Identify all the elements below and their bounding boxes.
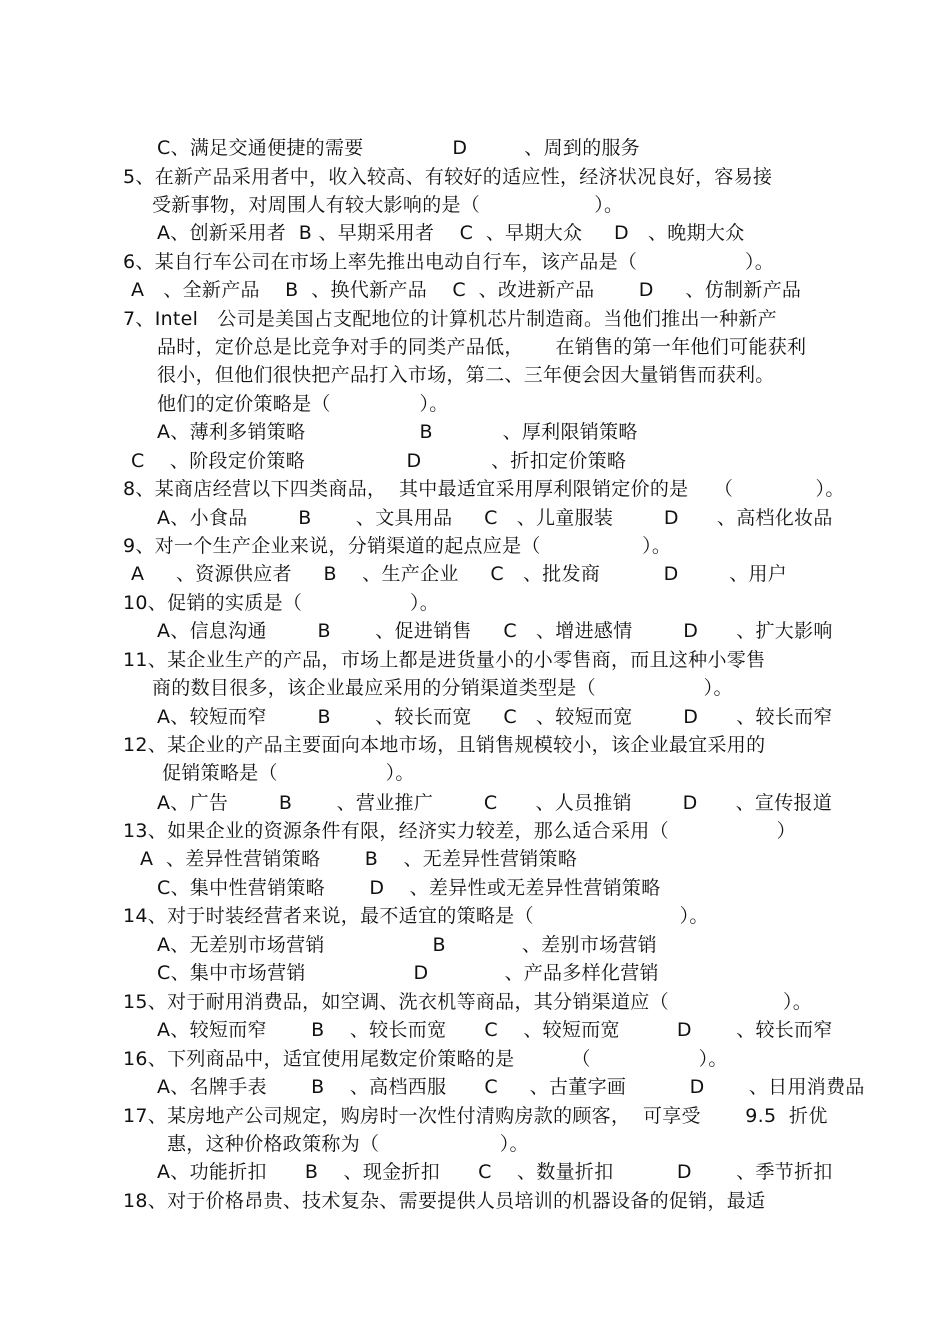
option-line-q4-cd: C、满足交通便捷的需要 D 、周到的服务: [157, 137, 641, 159]
options-q15: A、较短而窄 B 、较长而宽 C 、较短而宽 D 、较长而窄: [157, 1019, 833, 1041]
options-q14-cd: C、集中市场营销 D 、产品多样化营销: [157, 962, 659, 984]
options-q6: A 、全新产品 B 、换代新产品 C 、改进新产品 D 、仿制新产品: [131, 279, 802, 301]
question-12-line-1: 12、某企业的产品主要面向本地市场，且销售规模较小，该企业最宜采用的: [123, 734, 766, 756]
options-q8: A、小食品 B 、文具用品 C 、儿童服装 D 、高档化妆品: [157, 507, 833, 529]
question-7-line-4: 他们的定价策略是（ ）。: [157, 393, 449, 415]
question-15: 15、对于耐用消费品，如空调、洗衣机等商品，其分销渠道应（ ）。: [123, 991, 813, 1013]
options-q12: A、广告 B 、营业推广 C 、人员推销 D 、宣传报道: [157, 792, 833, 814]
options-q13-cd: C、集中性营销策略 D 、差异性或无差异性营销策略: [157, 877, 661, 899]
question-13: 13、如果企业的资源条件有限，经济实力较差，那么适合采用（ ）: [123, 820, 796, 842]
question-8: 8、某商店经营以下四类商品， 其中最适宜采用厚利限销定价的是 （ ）。: [123, 478, 845, 500]
question-5-line-2: 受新事物，对周围人有较大影响的是（ ）。: [152, 194, 624, 216]
question-18-line-1: 18、对于价格昂贵、技术复杂、需要提供人员培训的机器设备的促销，最适: [123, 1190, 766, 1212]
options-q10: A、信息沟通 B 、促进销售 C 、增进感情 D 、扩大影响: [157, 620, 833, 642]
question-10: 10、促销的实质是（ ）。: [123, 592, 440, 614]
question-12-line-2: 促销策略是（ ）。: [162, 762, 415, 784]
options-q13-ab: A 、差异性营销策略 B 、无差异性营销策略: [140, 848, 578, 870]
question-9: 9、对一个生产企业来说，分销渠道的起点应是（ ）。: [123, 535, 672, 557]
question-7-line-2: 品时，定价总是比竞争对手的同类产品低， 在销售的第一年他们可能获利: [157, 336, 807, 358]
question-6: 6、某自行车公司在市场上率先推出电动自行车，该产品是（ ）。: [123, 251, 775, 273]
question-17-line-2: 惠，这种价格政策称为（ ）。: [167, 1133, 529, 1155]
options-q17: A、功能折扣 B 、现金折扣 C 、数量折扣 D 、季节折扣: [157, 1161, 833, 1183]
options-q5: A、创新采用者 B 、早期采用者 C 、早期大众 D 、晚期大众: [157, 222, 745, 244]
question-17-line-1: 17、某房地产公司规定，购房时一次性付清购房款的顾客， 可享受 9.5 折优: [123, 1105, 828, 1127]
options-q9: A 、资源供应者 B 、生产企业 C 、批发商 D 、用户: [131, 563, 788, 585]
question-7-line-1: 7、Intel 公司是美国占支配地位的计算机芯片制造商。当他们推出一种新产: [123, 308, 777, 330]
question-14: 14、对于时装经营者来说，最不适宜的策略是（ ）。: [123, 905, 709, 927]
question-11-line-1: 11、某企业生产的产品，市场上都是进货量小的小零售商，而且这种小零售: [123, 649, 766, 671]
options-q7-ab: A、薄利多销策略 B 、厚利限销策略: [157, 421, 638, 443]
options-q16: A、名牌手表 B 、高档西服 C 、古董字画 D 、日用消费品: [157, 1076, 865, 1098]
options-q11: A、较短而窄 B 、较长而宽 C 、较短而宽 D 、较长而窄: [157, 706, 833, 728]
options-q7-cd: C 、阶段定价策略 D 、折扣定价策略: [131, 450, 627, 472]
options-q14-ab: A、无差别市场营销 B 、差别市场营销: [157, 934, 657, 956]
question-16: 16、下列商品中，适宜使用尾数定价策略的是 （ ）。: [123, 1048, 728, 1070]
question-11-line-2: 商的数目很多，该企业最应采用的分销渠道类型是（ ）。: [152, 677, 733, 699]
question-7-line-3: 很小，但他们很快把产品打入市场，第二、三年便会因大量销售而获利。: [157, 364, 775, 386]
question-5-line-1: 5、在新产品采用者中，收入较高、有较好的适应性，经济状况良好，容易接: [123, 166, 773, 188]
